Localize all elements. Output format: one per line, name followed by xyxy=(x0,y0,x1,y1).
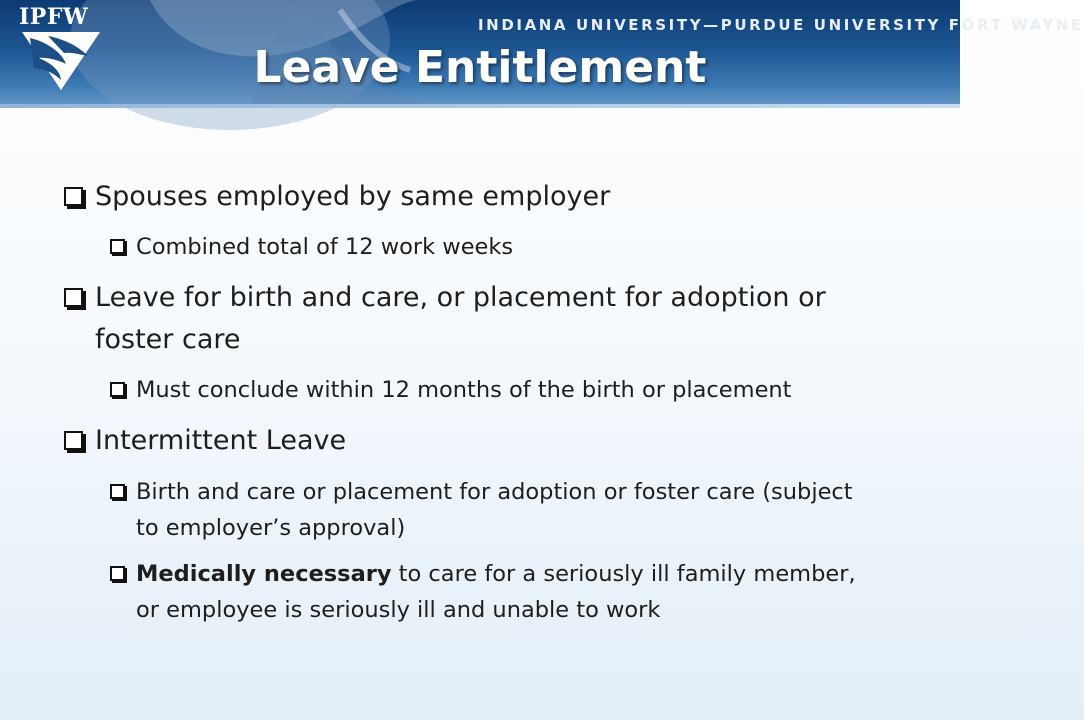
emphasis-text: Medically necessary xyxy=(136,561,392,587)
list-item: Leave for birth and care, or placement for adoption or foster care xyxy=(62,277,882,361)
list-item: Combined total of 12 work weeks xyxy=(108,229,908,265)
checkbox-bullet-icon xyxy=(62,277,86,319)
university-name: INDIANA UNIVERSITY—PURDUE UNIVERSITY FORT WAYNE xyxy=(478,16,1084,34)
list-item: Intermittent Leave xyxy=(62,420,882,462)
checkbox-bullet-icon xyxy=(62,420,86,462)
list-item-text: to care for a seriously ill family member, or employee is seriously ill and unable to work xyxy=(136,561,856,623)
logo-text: IPFW xyxy=(19,4,89,30)
checkbox-bullet-icon xyxy=(108,474,128,510)
checkbox-bullet-icon xyxy=(108,229,128,265)
checkbox-bullet-icon xyxy=(108,556,128,592)
page-title: Leave Entitlement xyxy=(253,42,707,93)
checkbox-bullet-icon xyxy=(108,372,128,408)
list-item xyxy=(108,556,878,628)
list-item: Birth and care or placement for adoption or foster care (subject to employer’s approval) xyxy=(108,474,878,546)
list-item: Spouses employed by same employer xyxy=(62,176,882,218)
checkbox-bullet-icon xyxy=(62,176,86,218)
list-item: Must conclude within 12 months of the birth or placement xyxy=(108,372,908,408)
